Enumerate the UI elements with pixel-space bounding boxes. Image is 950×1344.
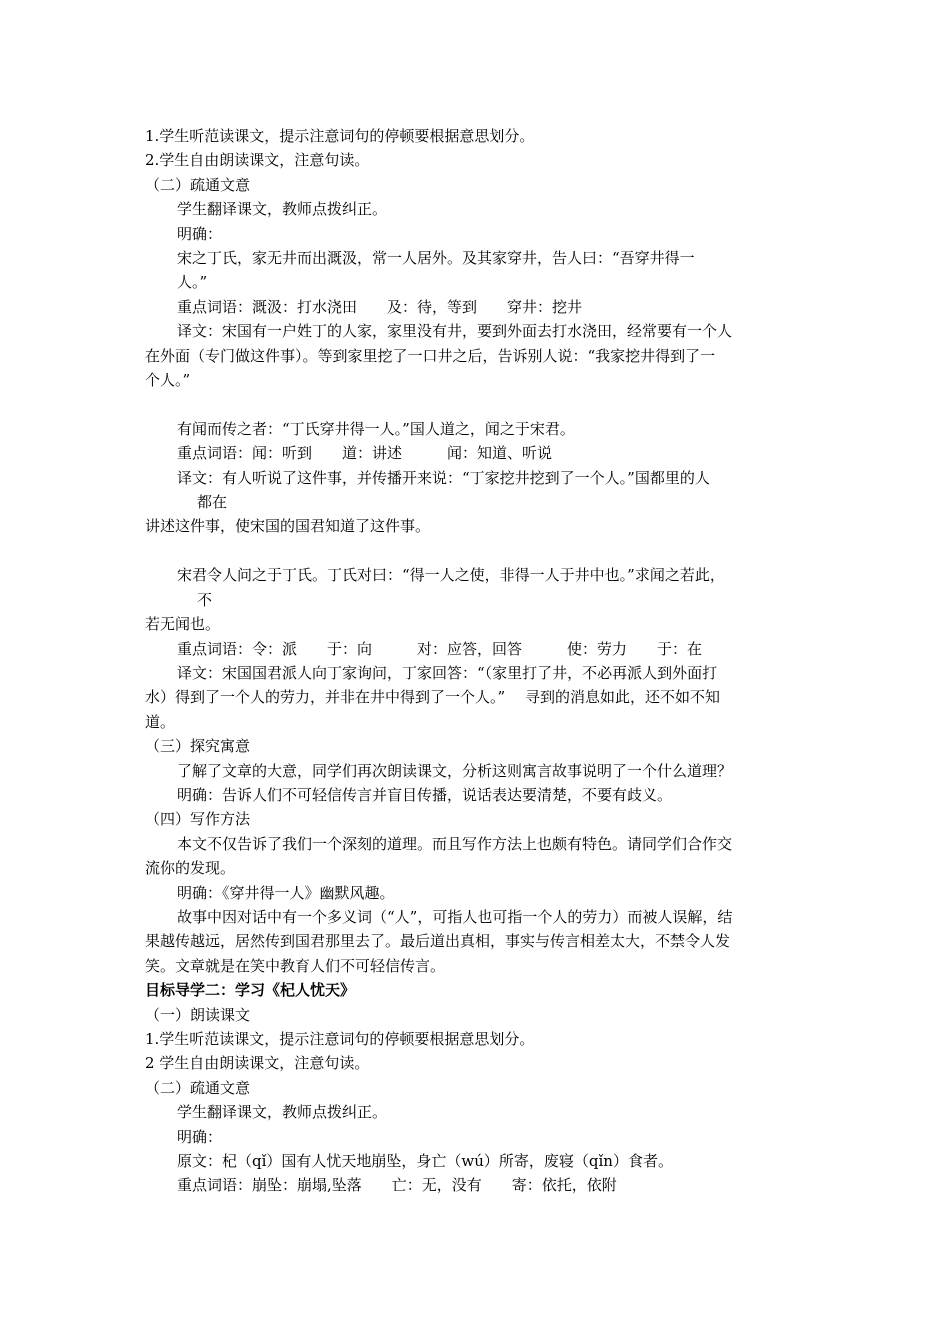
paragraph-line: 明确： (177, 1127, 223, 1146)
paragraph-line: 流你的发现。 (145, 859, 236, 878)
section-heading: （三）探究寓意 (145, 737, 251, 756)
original-text-line: 宋君令人问之于丁氏。丁氏对曰：“得一人之使，非得一人于井中也。”求闻之若此， (177, 566, 725, 585)
paragraph-line: 1.学生听范读课文，提示注意词句的停顿要根据意思划分。 (145, 1030, 535, 1048)
section-heading: （二）疏通文意 (145, 175, 251, 194)
paragraph-line: 明确：《穿井得一人》幽默风趣。 (177, 883, 395, 902)
paragraph-line: 故事中因对话中有一个多义词（“人”，可指人也可指一个人的劳力）而被人误解，结 (177, 907, 733, 926)
section-heading: （一）朗读课文 (145, 1005, 251, 1024)
key-words-line: 重点词语：闻：听到 道：讲述 闻：知道、听说 (177, 444, 553, 463)
original-text-line: 有闻而传之者：“丁氏穿井得一人。”国人道之，闻之于宋君。 (177, 419, 575, 438)
document-page (145, 124, 815, 1198)
translation-line: 都在 (197, 493, 228, 512)
original-text-line: 不 (197, 590, 213, 609)
translation-line: 讲述这件事，使宋国的国君知道了这件事。 (145, 517, 431, 536)
goal-heading: 目标导学二：学习《杞人忧天》 (145, 981, 356, 1000)
translation-line: 在外面（专门做这件事）。等到家里挖了一口井之后，告诉别人说：“我家挖井得到了一 (145, 346, 716, 365)
paragraph-line: 了解了文章的大意，同学们再次朗读课文，分析这则寓言故事说明了一个什么道理？ (177, 761, 733, 780)
original-text-line: 若无闻也。 (145, 615, 221, 634)
blank-line (145, 392, 815, 416)
original-text-line: 原文：杞（qǐ）国有人忧天地崩坠，身亡（wú）所寄，废寝（qǐn）食者。 (177, 1152, 673, 1171)
original-text-line: 人。” (177, 273, 208, 292)
paragraph-line: 学生翻译课文，教师点拨纠正。 (177, 1103, 388, 1122)
translation-line: 个人。” (145, 371, 191, 390)
section-heading: （四）写作方法 (145, 810, 251, 829)
paragraph-line: 学生翻译课文，教师点拨纠正。 (177, 200, 388, 219)
paragraph-line: 2 学生自由朗读课文，注意句读。 (145, 1054, 370, 1073)
paragraph-line: 明确：告诉人们不可轻信传言并盲目传播，说话表达要清楚，不要有歧义。 (177, 785, 673, 804)
section-heading: （二）疏通文意 (145, 1078, 251, 1097)
key-words-line: 重点词语：令：派 于：向 对：应答，回答 使：劳力 于：在 (177, 639, 703, 658)
translation-line: 译文：有人听说了这件事，并传播开来说：“丁家挖井挖到了一个人。”国都里的人 (177, 468, 710, 487)
blank-line (145, 539, 815, 563)
translation-line: 译文：宋国有一户姓丁的人家，家里没有井，要到外面去打水浇田，经常要有一个人 (177, 322, 733, 341)
paragraph-line: 1.学生听范读课文，提示注意词句的停顿要根据意思划分。 (145, 127, 535, 145)
paragraph-line: 本文不仅告诉了我们一个深刻的道理。而且写作方法上也颇有特色。请同学们合作交 (177, 834, 733, 853)
paragraph-line: 果越传越远，居然传到国君那里去了。最后道出真相，事实与传言相差太大，不禁令人发 (145, 932, 731, 951)
translation-line: 道。 (145, 712, 176, 731)
paragraph-line: 2.学生自由朗读课文，注意句读。 (145, 151, 370, 170)
paragraph-line: 笑。文章就是在笑中教育人们不可轻信传言。 (145, 956, 446, 975)
translation-line: 水）得到了一个人的劳力，并非在井中得到了一个人。” 寻到的消息如此，还不如不知 (145, 688, 720, 707)
paragraph-line: 明确： (177, 224, 223, 243)
key-words-line: 重点词语：溉汲：打水浇田 及：待，等到 穿井：挖井 (177, 297, 583, 316)
original-text-line: 宋之丁氏，家无井而出溉汲，常一人居外。及其家穿井，告人曰：“吾穿井得一 (177, 249, 695, 268)
key-words-line: 重点词语：崩坠：崩塌,坠落 亡：无，没有 寄：依托，依附 (177, 1176, 617, 1195)
translation-line: 译文：宋国国君派人向丁家询问，丁家回答：“（家里打了井，不必再派人到外面打 (177, 663, 718, 682)
